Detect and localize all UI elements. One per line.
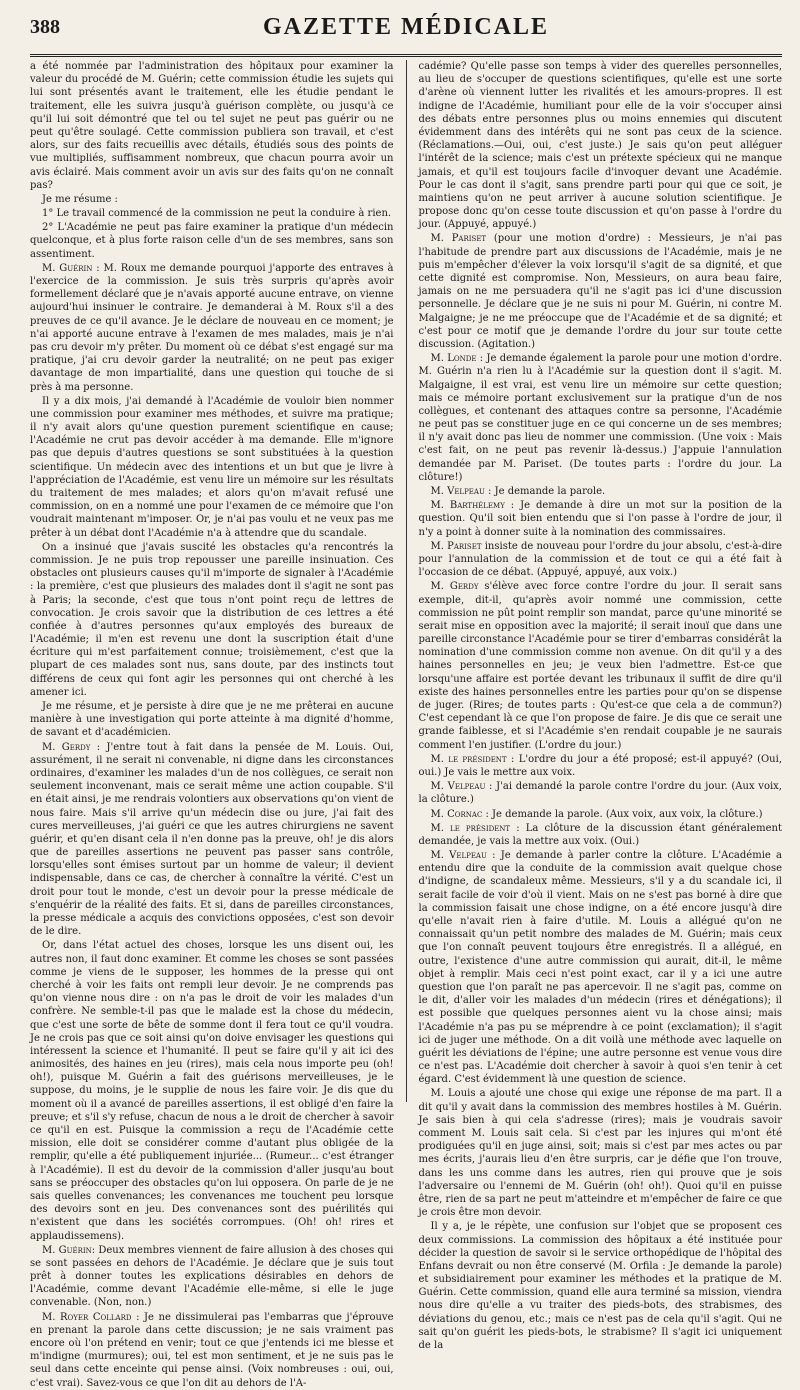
text-columns [30,60,783,1389]
paragraph-text: s'élève avec force contre l'ordre du jour. Il serait sans exemple, dit-il, qu'après avoir nommé une commission, cette commission ne pût point remplir son mandat, parce qu'une minorité se serait mise en opposition avec la majorité; il serait inouï que dans une pareille circonstance l'Académie pour se tirer d'embarras considérât la nomination d'une commission comme non avenue. On dit qu'il y a des haines personnelles en jeu; je veux bien l'admettre. Est-ce que lorsqu'une affaire est portée devant les tribunaux il suffit de dire qu'il existe des haines personnelles entre les parties pour qu'on se dispense de juger. (Rires; de toutes parts : Qu'est-ce que cela a de commun?) C'est cependant là ce que l'on propose de faire. Je dis que ce serait une grande faiblesse, et si l'Académie s'en rendait coupable je ne saurais comment l'en justifier. (L'ordre du jour.) [418,581,782,751]
paragraph-text: Deux membres viennent de faire allusion à des choses qui se sont passées en dehors de l'Académie. Je déclare que je suis tout prêt à donner toutes les explications désirables en dehors de l'Académie, comme devant l'Académie elle-même, si elle le juge convenable. (Non, non.) [30,1244,394,1309]
paragraph-text: Je demande à dire un mot sur la position de la question. Qu'il soit bien entendu que si l'on passe à l'ordre de jour, il n'y a point à donner suite à la nomination des commissaires. [418,500,782,538]
paragraph [30,741,394,939]
speaker-name: M. Velpeau : [430,850,496,862]
paragraph-text: M. Louis a ajouté une chose qui exige une réponse de ma part. Il a dit qu'il y avait dans la commission des membres hostiles à M. Guérin. Je sais bien à qui cela s'adresse (rires); mais je voudrais savoir comment M. Louis sait cela. Si c'est par les injures qui m'ont été prodiguées qu'il en juge ainsi, soit; mais si c'est par mes actes ou par mes écrits, j'aurais lieu d'en être surpris, car je défie que l'on trouve, dans les uns comme dans les autres, rien qui prouve que je sois l'adversaire ou l'ennemi de M. Guérin (oh! oh!). Quoi qu'il en puisse être, rien de sa part ne peut m'atteindre et m'empêcher de faire ce que je crois être mon devoir. [418,1088,782,1219]
paragraph [30,262,394,394]
paragraph-text: cadémie? Qu'elle passe son temps à vider des querelles personnelles, au lieu de s'occuper de questions scientifiques, qu'elle est une sorte d'arène où viennent lutter les rivalités et les amours-propres. Il est indigne de l'Académie, humiliant pour elle de la voir s'occuper ainsi des débats entre personnes plus ou moins ennemies qui discutent évidemment dans des intérêts qui ne sont pas ceux de la science. (Réclamations.—Oui, oui, c'est juste.) Je sais qu'on peut alléguer l'intérêt de la science; mais c'est un prétexte spécieux qui ne manque jamais, et qu'il est toujours facile d'invoquer devant une Académie. Pour le cas dont il s'agit, sans prendre parti pour qui que ce soit, je maintiens qu'on ne peut arriver à aucune solution scientifique. Je propose donc qu'on cesse toute discussion et qu'on passe à l'ordre du jour. (Appuyé, appuyé.) [418,61,782,231]
paragraph [419,232,783,351]
paragraph-text: (pour une motion d'ordre) : Messieurs, je n'ai pas l'habitude de prendre part aux discussions de l'Académie, mais je ne puis m'empêcher d'élever la voix lorsqu'il s'agit de sa dignité, et que cette dignité est compromise. Non, Messieurs, on aura beau faire, jamais on ne me persuadera qu'il ne s'agit pas ici d'une discussion personnelle. Je déclare que je ne suis ni pour M. Guérin, ni contre M. Malgaigne; je ne me préoccupe que de l'Académie et de sa dignité; et c'est pour ce motif que je demande l'ordre du jour sur toute cette discussion. (Agitation.) [418,233,782,350]
paragraph-text: L'ordre du jour a été proposé; est-il appuyé? (Oui, oui.) Je vais le mettre aux voix. [418,753,783,778]
paragraph-text: Je demande la parole. (Aux voix, aux voix, la clôture.) [492,808,763,820]
paragraph [419,499,783,539]
paragraph-text: Je demande la parole. [494,486,606,497]
paragraph [419,540,783,580]
journal-title: GAZETTE MÉDICALE [262,14,550,40]
paragraph [419,352,783,484]
paragraph [30,700,394,740]
paragraph-text: Or, dans l'état actuel des choses, lorsque les uns disent oui, les autres non, il faut donc examiner. Et comme les choses se sont passées comme je viens de le supposer, les hommes de la presse qui ont cherché à voir les faits ont rempli leur devoir. Je ne comprends pas qu'on vienne nous dire : on n'a pas le droit de voir les malades d'un confrère. Ne semble-t-il pas que le malade est la chose du médecin, que c'est une sorte de bête de somme dont il fera tout ce qu'il voudra. Je ne crois pas que ce soit ainsi qu'on doive envisager les questions qui intéressent la science et l'humanité. Il peut se faire qu'il y ait ici des animosités, des haines en jeu (rires), mais cela nous importe peu (oh! oh!), puisque M. Guérin a fait des guérisons merveilleuses, je le suppose, du moins, je le supplie de nous les faire voir. Je dis que du moment où il a avancé de pareilles assertions, il est obligé d'en faire la preuve; et s'il s'y refuse, chacun de nous a le droit de chercher à savoir ce qu'il en est. Puisque la commission a reçu de l'Académie cette mission, elle doit se considérer comme d'autant plus obligée de la remplir, qu'elle a été publiquement injuriée... (Rumeur... c'est étranger à l'Académie). Il est du devoir de la commission d'aller jusqu'au bout sans se préoccuper des obstacles qu'on lui opposera. On parle de je ne sais quelles convenances; les convenances me touchent peu lorsque des devoirs sont en jeu. Des convenances sont des puérilités qui n'existent que dans les sociétés corrompues. (Oh! oh! rires et applaudissemens). [30,940,394,1242]
paragraph-text: Il y a, je le répète, une confusion sur l'objet que se proposent ces deux commissions. La commission des hôpitaux a été instituée pour décider la question de savoir si le service orthopédique de l'hôpital des Enfans devrait ou non être conservé (M. Orfila : Je demande la parole) et subsidiairement pour examiner les méthodes et la pratique de M. Guérin. Cette commission, quand elle aura terminé sa mission, viendra nous dire qu'elle a vu traiter des pieds-bots, des strabismes, des déviations du genou, etc.; mais ce n'est pas de cela qu'il s'agit. Qui ne sait qu'on guérit les pieds-bots, le strabisme? Il s'agit ici uniquement de la [418,1221,782,1351]
paragraph-text: Il y a dix mois, j'ai demandé à l'Académie de vouloir bien nommer une commission pour examiner mes méthodes, et suivre ma pratique; il n'y avait alors qu'une question purement scientifique en cause; l'Académie ne crut pas devoir accéder à ma demande. Elle m'ignore pas que depuis d'autres questions se sont substituées à la question scientifique. Un médecin avec des intentions et un but que je livre à l'appréciation de l'Académie, est venu lire un mémoire sur les résultats du traitement de mes malades; et alors qu'on m'avait refusé une commission, on en a nommé une pour l'examen de ce mémoire que l'on voudrait maintenant m'imposer. Or, je n'ai pas voulu et ne veux pas me prêter à un débat dont l'Académie n'a à attendre que du scandale. [30,395,394,539]
speaker-name: M. Pariset [430,540,482,552]
paragraph [419,1087,783,1219]
paragraph [30,221,394,261]
right-column [418,60,783,1351]
paragraph [30,939,394,1242]
left-column [30,60,394,1389]
paragraph-text: a été nommée par l'administration des hôpitaux pour examiner la valeur du procédé de M. Guérin; cette commission étudie les sujets qui lui sont présentés avant le traitement, elle les étudie pendant le traitement, elle les suivra jusqu'à guérison complète, ou jusqu'à ce qu'il lui soit démontré que tel ou tel sujet ne peut pas guérir ou ne peut qu'être soulagé. Cette commission publiera son travail, et c'est alors, sur des faits recueillis avec détails, étudiés sous des points de vue multipliés, suffisamment nombreux, que chacun pourra avoir un avis éclairé. Mais comment avoir un avis sur des faits qu'on ne connaît pas? [30,61,394,191]
paragraph-text: J'entre tout à fait dans la pensée de M. Louis. Oui, assurément, il ne serait ni convenable, ni digne dans les circonstances ordinaires, d'examiner les malades d'un de nos collègues, ce serait non seulement inconvenant, mais ce serait même une action coupable. S'il en était ainsi, je me rendrais volontiers aux observations qu'on vient de nous faire. Mais s'il arrive qu'un médecin dise ou jure, j'ai fait des cures merveilleuses, j'ai guéri ce que les autres chirurgiens ne savent guérir, et qu'en disant cela il n'en donne pas la preuve, oh! je dis alors que de pareilles assertions ne peuvent pas passer sans contrôle, lorsqu'elles sont émises surtout par un homme de valeur; il devient indispensable, dans ce cas, de chercher à connaître la vérité. C'est un droit pour tout le monde, c'est un devoir pour la presse médicale de s'enquérir de la réalité des faits. Et si, dans de pareilles circonstances, la presse médicale a acquis des convictions opposées, c'est son devoir de le dire. [30,741,394,938]
speaker-name: M. Gerdy [430,581,479,593]
speaker-name: M. Guérin: [42,1244,96,1256]
speaker-name: M. Guérin : [42,262,100,274]
paragraph [30,207,394,220]
paragraph [419,580,783,751]
paragraph-text: Je me résume : [42,193,118,205]
speaker-name: M. Cornac : [430,808,489,820]
speaker-name: M. le président : [430,753,515,765]
speaker-name: M. Barthélemy : [430,500,515,512]
paragraph-text: Je demande à parler contre la clôture. L'Académie a entendu dire que la conduite de la commission avait quelque chose d'indigne, de scandaleux même. Messieurs, s'il y a du scandale ici, il serait facile de voir d'où il vient. Mais on ne s'est pas borné à dire que la commission faisait une chose indigne, on a été encore jusqu'à dire qu'elle n'avait rien à faire d'utile. M. Louis a allégué qu'on ne connaissait qu'un petit nombre des malades de M. Guérin; mais ceux que l'on connaît peuvent toujours être enregistrés. Il a allégué, en outre, l'existence d'une autre commission qui aurait, dit-il, le même objet à remplir. Mais ceci n'est point exact, car il y a ici une autre question que l'on paraît ne pas apercevoir. Il ne s'agit pas, comme on le dit, d'aller voir les malades d'un médecin (rires et dénégations); il est possible que quelques personnes aient vu la chose ainsi; mais l'Académie n'a pas pu se méprendre à ce point (exclamation); il s'agit ici de juger une méthode. On a dit voilà une méthode avec laquelle on guérit les déviations de l'épine; une autre personne est venue vous dire ce n'est pas. L'Académie doit chercher à savoir à quoi s'en tenir à cet égard. C'est évidemment là une question de science. [418,850,782,1086]
speaker-name: M. Londe : [430,353,484,365]
paragraph [30,1244,394,1310]
paragraph [419,822,783,848]
paragraph-text: On a insinué que j'avais suscité les obstacles qu'a rencontrés la commission. Je ne puis trop repousser une pareille insinuation. Ces obstacles ont plusieurs causes qu'il m'importe de signaler à l'Académie : la première, c'est que plusieurs des malades dont il s'agit ne sont pas à Paris; la seconde, c'est que tous n'ont point reçu de lettres de convocation. Je crois savoir que la distribution de ces lettres a été confiée à d'autres personnes qu'aux employés des bureaux de l'Académie; il m'en est revenu une dont la suscription était d'une écriture qui m'est parfaitement connue; troisièmement, c'est que la plupart de ces malades sont nus, sans doute, par des instincts tout différens de ceux qui font agir les personnes qui ont cherché à les amener ici. [30,541,394,698]
paragraph-text: Je me résume, et je persiste à dire que je ne me prêterai en aucune manière à une investigation qui porte atteinte à ma dignité d'homme, de savant et d'académicien. [30,701,394,739]
page-header [30,14,782,57]
paragraph [30,193,394,206]
paragraph-text: 1° Le travail commencé de la commission ne peut la conduire à rien. [42,208,392,220]
paragraph-text: Je demande également la parole pour une motion d'ordre. M. Guérin n'a rien lu à l'Académie sur la question dont il s'agit. M. Malgaigne, il est vrai, est venu lire un mémoire sur cette question; mais ce mémoire portant exclusivement sur la pratique d'un de nos collègues, et contenant des attaques contre sa personne, l'Académie ne peut pas se constituer juge en ce qui concerne un de ses membres; il n'y avait donc pas lieu de nommer une commission. (Une voix : Mais c'est fait, on ne peut pas revenir là-dessus.) J'appuie l'annulation demandée par M. Pariset. (De toutes parts : l'ordre du jour. La clôture!) [418,353,783,483]
paragraph [30,60,394,192]
paragraph-text: Je ne dissimulerai pas l'embarras que j'éprouve en prenant la parole dans cette discussion; je ne sais vraiment pas encore où l'on prétend en venir; tout ce que j'entends ici me blesse et m'indigne (murmures); oui, tel est mon sentiment, et je ne suis pas le seul dans cette enceinte qui pense ainsi. (Voix nombreuses : oui, oui, c'est vrai). Savez-vous ce que l'on dit au dehors de l'A- [30,1311,394,1389]
paragraph [30,541,394,699]
speaker-name: M. le président : [430,822,520,834]
paragraph [30,1311,394,1390]
paragraph-text: 2° L'Académie ne peut pas faire examiner la pratique d'un médecin quelconque, et à plus forte raison celle d'un de ses membres, sans son assentiment. [30,222,394,260]
column-divider [406,60,407,1102]
paragraph-text: J'ai demandé la parole contre l'ordre du jour. (Aux voix, la clôture.) [418,781,782,806]
paragraph [419,485,783,498]
speaker-name: M. Velpeau : [430,486,492,497]
paragraph [30,395,394,540]
paragraph-text: insiste de nouveau pour l'ordre du jour absolu, c'est-à-dire pour l'annulation de la commission et de tout ce qui a été fait à l'occasion de ce débat. (Appuyé, appuyé, aux voix.) [418,540,782,579]
speaker-name: M. Gerdy : [42,741,101,753]
speaker-name: M. Pariset [430,233,487,245]
paragraph-text: La clôture de la discussion étant généralement demandée, je vais la mettre aux voix. (Oui.) [418,822,782,847]
paragraph [419,849,783,1086]
paragraph [419,753,783,779]
paragraph [419,1220,783,1352]
speaker-name: M. Royer Collard : [42,1311,140,1323]
page-number: 388 [30,16,60,38]
paragraph [419,780,783,806]
paragraph [419,808,783,821]
speaker-name: M. Velpeau : [430,781,493,793]
paragraph [419,60,783,231]
paragraph-text: M. Roux me demande pourquoi j'apporte des entraves à l'exercice de la commission. Je suis très surpris qu'après avoir formellement déclaré que je n'avais apporté aucune entrave, on vienne aujourd'hui insinuer le contraire. Je demanderai à M. Roux s'il a des preuves de ce qu'il avance. Je le déclare de nouveau en ce moment; je n'ai apporté aucune entrave à l'examen de mes malades, mais je n'ai pas cru devoir m'y prêter. Du moment où ce débat s'est engagé sur ma pratique, j'ai cru devoir garder la neutralité; on ne peut pas exiger davantage de mon impartialité, dans une question qui touche de si près à ma personne. [30,262,394,393]
